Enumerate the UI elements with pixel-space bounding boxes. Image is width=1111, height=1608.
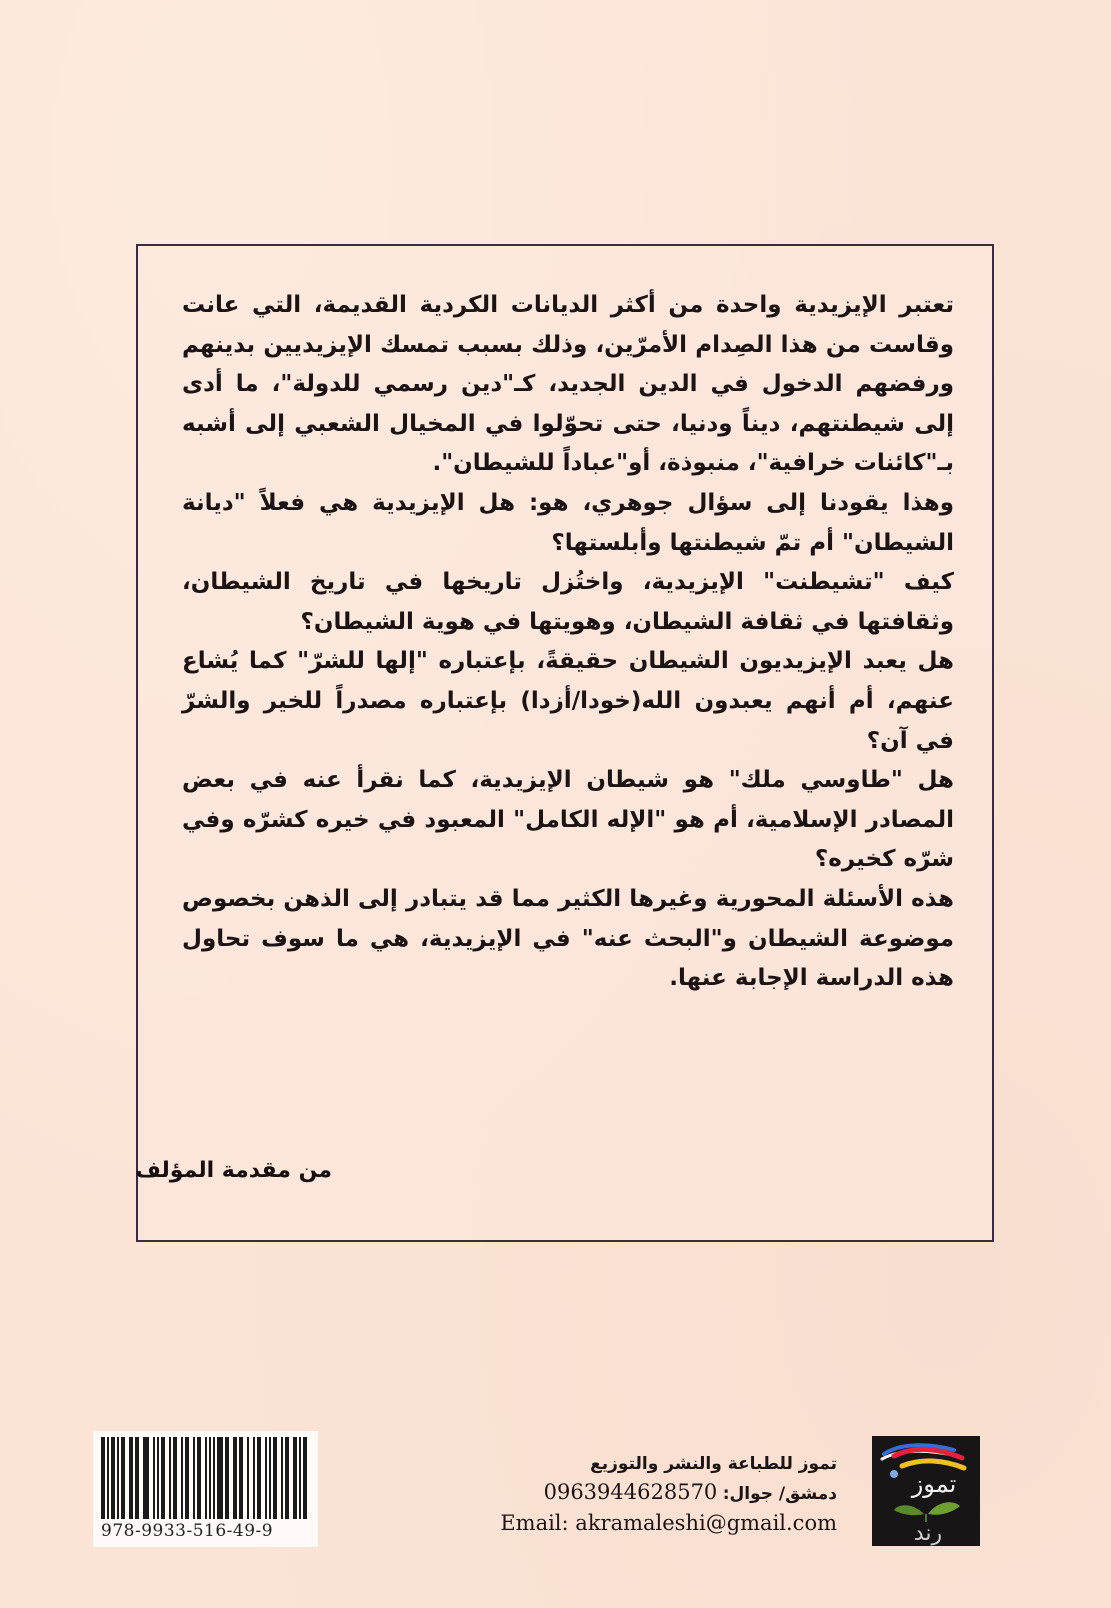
barcode-bar [273, 1437, 277, 1519]
barcode-bar [257, 1437, 261, 1519]
tammuz-logo-icon [872, 1436, 980, 1546]
barcode-bars [101, 1437, 310, 1519]
logo-dot [890, 1470, 898, 1478]
blurb-paragraph: تعتبر الإيزيدية واحدة من أكثر الديانات الكردية القديمة، التي عانت وقاست من هذا الصِدام الأمرّين، وذلك بسبب تمسك الإيزيديين بدينهم ورفضهم الدخول في الدين الجديد، كـ"دين رسمي للدولة"، ما أدى إلى شيطنتهم، ديناً ودنيا، حتى تحوّلوا في المخيال الشعبي إلى أشبه بـ"كائنات خرافية"، منبوذة، أو"عباداً للشيطان". [182, 292, 954, 477]
barcode-bar [197, 1437, 201, 1519]
barcode-bar [205, 1437, 207, 1519]
barcode-bar [213, 1437, 215, 1519]
barcode-bar [265, 1437, 267, 1519]
barcode-bar [169, 1437, 171, 1519]
barcode-bar [239, 1437, 243, 1519]
barcode-bar [303, 1437, 307, 1519]
blurb-box [136, 244, 994, 1242]
publisher-email [500, 1508, 837, 1538]
barcode-bar [293, 1437, 297, 1519]
barcode-bar [161, 1437, 165, 1519]
isbn-barcode [93, 1431, 318, 1547]
barcode-bar [181, 1437, 183, 1519]
barcode-bar [143, 1437, 149, 1519]
barcode-bar [121, 1437, 125, 1519]
blurb-paragraph: هل "طاوسي ملك" هو شيطان الإيزيدية، كما نقرأ عنه في بعض المصادر الإسلامية، أم هو "الإله الكامل" المعبود في خيره كشرّه وفي شرّه كخيره؟ [182, 767, 954, 873]
logo-text-bottom: رند [913, 1521, 943, 1546]
barcode-bar [153, 1437, 155, 1519]
logo-text-top: تموز [911, 1470, 957, 1498]
barcode-bar [101, 1437, 105, 1519]
barcode-bar [217, 1437, 223, 1519]
barcode-bar [157, 1437, 159, 1519]
barcode-bar [253, 1437, 255, 1519]
barcode-bar [233, 1437, 237, 1519]
logo-leaf-left [894, 1505, 924, 1515]
barcode-bar [299, 1437, 301, 1519]
blurb-paragraph: هل يعبد الإيزيديون الشيطان حقيقةً، بإعتباره "إلها للشرّ" كما يُشاع عنهم، أم أنهم يعبدون الله(خودا/أزدا) بإعتباره مصدراً للخير والشرّ في آن؟ [182, 648, 954, 754]
barcode-bar [107, 1437, 109, 1519]
barcode-bar [117, 1437, 119, 1519]
barcode-bar [225, 1437, 229, 1519]
publisher-logo [872, 1436, 980, 1546]
phone-number: 0963944628570 [543, 1480, 718, 1504]
barcode-bar [209, 1437, 211, 1519]
blurb-text [182, 286, 954, 999]
barcode-bar [269, 1437, 271, 1519]
email-label: Email: [500, 1511, 569, 1535]
phone-label: دمشق/ جوال: [722, 1484, 837, 1504]
blurb-paragraph: وهذا يقودنا إلى سؤال جوهري، هو: هل الإيزيدية هي فعلاً "ديانة الشيطان" أم تمّ شيطنتها وأبلستها؟ [182, 489, 954, 556]
barcode-bar [247, 1437, 249, 1519]
publisher-info [500, 1450, 837, 1538]
logo-leaf-right [928, 1502, 960, 1515]
blurb-paragraph: كيف "تشيطنت" الإيزيدية، واختُزل تاريخها في تاريخ الشيطان، وثقافتها في ثقافة الشيطان، وهويتها في هوية الشيطان؟ [182, 569, 954, 635]
logo-swoosh-yellow [902, 1461, 964, 1468]
barcode-bar [111, 1437, 115, 1519]
barcode-bar [129, 1437, 133, 1519]
publisher-name: تموز للطباعة والنشر والتوزيع [590, 1454, 837, 1474]
barcode-bar [173, 1437, 177, 1519]
email-address[interactable]: akramaleshi@gmail.com [575, 1511, 837, 1535]
barcode-bar [185, 1437, 189, 1519]
barcode-bar [193, 1437, 195, 1519]
isbn-number: 978-9933-516-49-9 [101, 1521, 274, 1541]
publisher-phone [500, 1478, 837, 1508]
barcode-bar [281, 1437, 283, 1519]
blurb-paragraph: هذه الأسئلة المحورية وغيرها الكثير مما قد يتبادر إلى الذهن بخصوص موضوعة الشيطان و"البحث عنه" في الإيزيدية، هي ما سوف تحاول هذه الدراسة الإجابة عنها. [182, 885, 954, 992]
author-introduction-signature: من مقدمة المؤلف [135, 1158, 332, 1183]
barcode-bar [285, 1437, 289, 1519]
barcode-bar [135, 1437, 139, 1519]
